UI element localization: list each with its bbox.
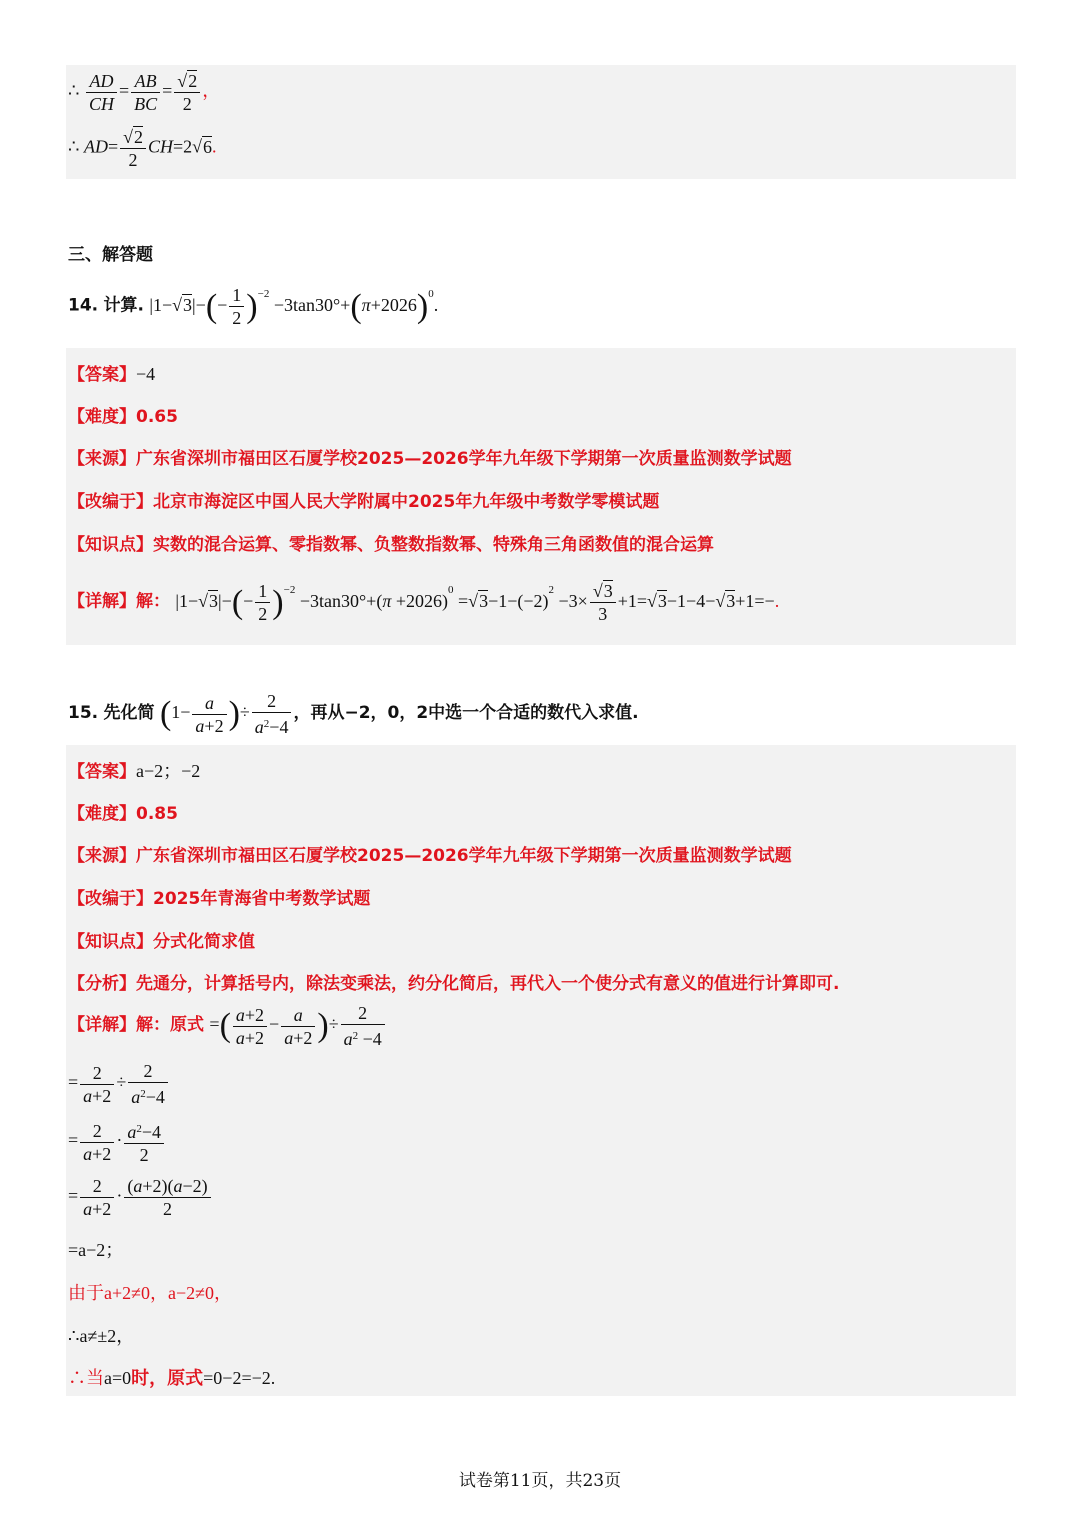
q15-number: 15. — [68, 703, 99, 724]
q15-detail — [68, 1002, 387, 1050]
knowledge-label: 【知识点】 — [68, 535, 153, 555]
adapted-value: 2025年青海省中考数学试题 — [153, 889, 371, 909]
q14-difficulty — [68, 402, 178, 427]
source-value: 广东省深圳市福田区石厦学校2025—2026学年九年级下学期第一次质量监测数学试题 — [136, 846, 792, 866]
detail-label: 【详解】 — [68, 591, 136, 612]
adapted-value: 北京市海淀区中国人民大学附属中2025年九年级中考数学零模试题 — [153, 492, 660, 512]
adapted-label: 【改编于】 — [68, 492, 153, 512]
q15-step-3: = $\frac{2}{a+2}$ · $\frac{a^2-4}{2}$ — [68, 1118, 166, 1166]
q15-step-5: =a−2； — [68, 1240, 124, 1260]
q14-expression: |1−√3|−(− $\frac{1}{2}$ )$^{-2} -3\tan 30^\circ+(\pi+2026)^0$. — [149, 285, 439, 328]
conclusion-prefix: ∴当 — [68, 1368, 104, 1388]
q15-step-1: =( $\frac{a+2}{a+2}$ − $\frac{a}{a+2}$ )÷ $\frac{2}{a^2 -4}$ — [209, 1014, 386, 1034]
conclusion-value: a=0 — [104, 1368, 132, 1388]
q14-prompt-text: 计算. — [103, 295, 144, 316]
therefore-symbol: ∴ — [68, 80, 80, 101]
analysis-label: 【分析】 — [68, 974, 136, 994]
difficulty-value: 0.85 — [136, 804, 178, 824]
source-label: 【来源】 — [68, 846, 136, 866]
q14-detail-expression: |1−√3|−(− $\frac{1}{2}$ )$^{-2} -3\tan 30^\circ+(\pi +2026)^0 =√3-1-(-2)^2 -3\times$ $\frac{√3}{3}$ +1=√3−1−4−√3+1=−. — [175, 581, 780, 624]
answer-label: 【答案】 — [68, 762, 136, 782]
q14-knowledge — [68, 530, 714, 555]
q15-knowledge — [68, 927, 255, 952]
answer-value: a−2；−2 — [136, 761, 201, 781]
answer-label: 【答案】 — [68, 365, 136, 385]
conclusion-end: =0−2=−2. — [203, 1368, 276, 1388]
source-value: 广东省深圳市福田区石厦学校2025—2026学年九年级下学期第一次质量监测数学试题 — [136, 449, 792, 469]
q14-adapted — [68, 487, 659, 512]
conclusion-word: 时，原式 — [131, 1368, 204, 1389]
q15-analysis — [68, 969, 839, 994]
page-footer: 试卷第11页，共23页 — [458, 1471, 622, 1491]
detail-prefix: 解： — [136, 591, 170, 612]
q14-prompt — [68, 284, 438, 329]
detail-label: 【详解】 — [68, 1015, 136, 1036]
q15-answer — [68, 757, 200, 783]
q15-prompt — [68, 690, 639, 738]
q14-source — [68, 444, 792, 469]
q15-step-2: = $\frac{2}{a+2}$ ÷ $\frac{2}{a^2-4}$ — [68, 1060, 170, 1108]
q15-expression: (1− $\frac{a}{a+2}$ )÷ $\frac{2}{a^2-4}$ — [160, 702, 294, 722]
q15-adapted — [68, 884, 370, 909]
q15-prompt-suffix: ，再从−2，0，2中选一个合适的数代入求值. — [293, 703, 639, 724]
q15-prompt-prefix: 先化简 — [103, 703, 155, 724]
knowledge-value: 分式化简求值 — [153, 932, 255, 952]
top-equation-2: ∴ AD= $\frac{√2}{2}$ CH=2√6. — [68, 127, 217, 170]
difficulty-label: 【难度】 — [68, 407, 136, 427]
adapted-label: 【改编于】 — [68, 889, 153, 909]
q15-step-4: = $\frac{2}{a+2}$ · $\frac{(a+2)(a-2)}{2}$ — [68, 1175, 213, 1220]
q14-number: 14. — [68, 295, 99, 316]
therefore-symbol: ∴ — [68, 136, 80, 157]
q14-detail — [68, 580, 779, 625]
difficulty-value: 0.65 — [136, 407, 178, 427]
knowledge-label: 【知识点】 — [68, 932, 153, 952]
knowledge-value: 实数的混合运算、零指数幂、负整数指数幂、特殊角三角函数值的混合运算 — [153, 535, 714, 555]
q15-conclusion-2 — [68, 1364, 275, 1390]
q15-source — [68, 841, 792, 866]
top-equation-1: ∴ $\frac{AD}{CH}$ = $\frac{AB}{BC}$ = $\frac{√2}{2}$ ， — [68, 71, 221, 114]
detail-prefix: 解：原式 — [136, 1015, 204, 1036]
analysis-value: 先通分，计算括号内，除法变乘法，约分化简后，再代入一个使分式有意义的值进行计算即可. — [136, 974, 840, 994]
section-title: 三、解答题 — [68, 245, 153, 265]
q15-condition: 由于a+2≠0，a−2≠0， — [68, 1283, 233, 1303]
q15-difficulty — [68, 799, 178, 824]
source-label: 【来源】 — [68, 449, 136, 469]
q14-answer — [68, 360, 155, 385]
answer-value: −4 — [136, 364, 156, 384]
difficulty-label: 【难度】 — [68, 804, 136, 824]
q15-conclusion-1: ∴a≠±2， — [68, 1326, 135, 1346]
